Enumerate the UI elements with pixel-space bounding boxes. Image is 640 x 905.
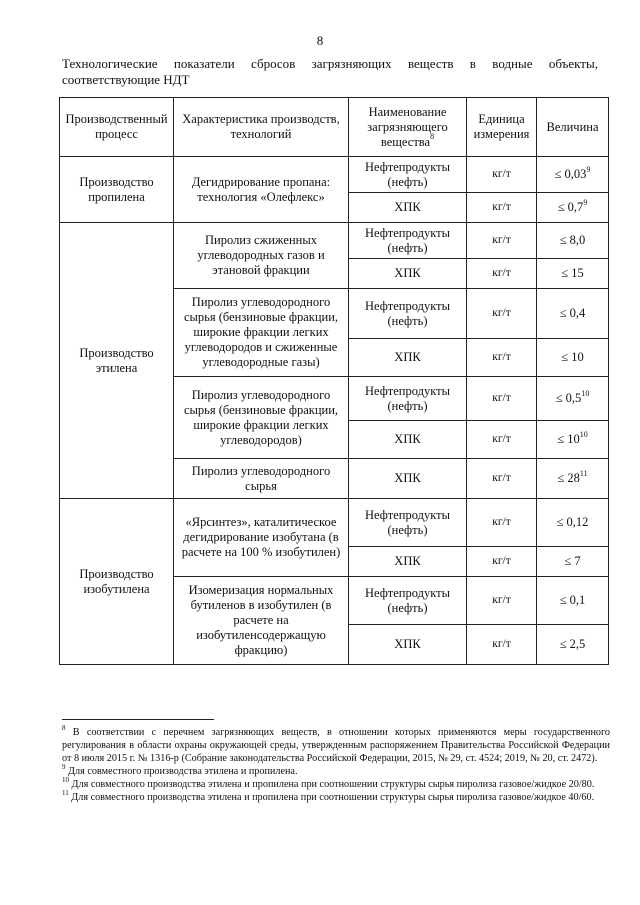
caption-word: в xyxy=(469,56,476,71)
footnote xyxy=(62,762,610,778)
technology-cell: Дегидрирование пропана: технология «Олефлекс» xyxy=(174,157,349,223)
value-text: ≤ 28 xyxy=(557,471,580,485)
footnote xyxy=(62,775,610,791)
caption-word: загрязняющих xyxy=(311,56,392,71)
header-technology: Характеристика производств, технологий xyxy=(174,98,349,157)
unit-cell: кг/т xyxy=(467,193,537,223)
value-text: ≤ 0,4 xyxy=(559,306,586,320)
value-cell xyxy=(537,377,609,421)
table-row xyxy=(60,499,609,547)
unit-cell: кг/т xyxy=(467,625,537,665)
unit-cell: кг/т xyxy=(467,377,537,421)
ndt-discharge-table xyxy=(59,97,609,665)
header-unit: Единица измерения xyxy=(467,98,537,157)
footnote-text: Для совместного производства этилена и пропилена. xyxy=(68,766,298,777)
technology-cell: Пиролиз сжиженных углеводородных газов и этановой фракции xyxy=(174,223,349,289)
footnote-ref: 8 xyxy=(430,132,435,142)
caption-word: показатели xyxy=(173,56,235,71)
unit-cell: кг/т xyxy=(467,289,537,339)
process-cell: Производство этилена xyxy=(60,223,174,499)
value-text: ≤ 10 xyxy=(561,350,584,364)
substance-cell: ХПК xyxy=(349,421,467,459)
process-cell: Производство изобутилена xyxy=(60,499,174,665)
substance-cell: Нефтепродукты (нефть) xyxy=(349,499,467,547)
table-header-row xyxy=(60,98,609,157)
value-text: ≤ 7 xyxy=(564,554,581,568)
technology-cell: Пиролиз углеводородного сырья (бензиновые фракции, широкие фракции легких углеводородов) xyxy=(174,377,349,459)
value-text: ≤ 2,5 xyxy=(559,637,586,651)
value-text: ≤ 0,03 xyxy=(554,167,587,181)
unit-cell: кг/т xyxy=(467,499,537,547)
value-cell xyxy=(537,193,609,223)
footnote-mark: 10 xyxy=(62,775,69,784)
table-body xyxy=(60,157,609,665)
value-cell xyxy=(537,547,609,577)
value-cell xyxy=(537,289,609,339)
table-row xyxy=(60,157,609,193)
footnote-ref: 10 xyxy=(581,388,590,398)
substance-cell: Нефтепродукты (нефть) xyxy=(349,377,467,421)
substance-cell: ХПК xyxy=(349,625,467,665)
value-cell xyxy=(537,259,609,289)
substance-cell: Нефтепродукты (нефть) xyxy=(349,223,467,259)
caption-word: веществ xyxy=(407,56,454,71)
footnote-mark: 8 xyxy=(62,723,66,732)
value-cell xyxy=(537,577,609,625)
footnote-ref: 10 xyxy=(579,429,588,439)
technology-cell: Пиролиз углеводородного сырья xyxy=(174,459,349,499)
technology-cell: Пиролиз углеводородного сырья (бензиновые фракции, широкие фракции легких углеводородов и сжиженные углеводородные газы) xyxy=(174,289,349,377)
caption-line-2: соответствующие НДТ xyxy=(62,72,190,87)
footnote xyxy=(62,788,610,804)
caption-word: водные xyxy=(492,56,533,71)
unit-cell: кг/т xyxy=(467,223,537,259)
header-process: Производственный процесс xyxy=(60,98,174,157)
header-value: Величина xyxy=(537,98,609,157)
substance-cell: ХПК xyxy=(349,339,467,377)
process-cell: Производство пропилена xyxy=(60,157,174,223)
caption-word: объекты, xyxy=(548,56,598,71)
unit-cell: кг/т xyxy=(467,547,537,577)
unit-cell: кг/т xyxy=(467,339,537,377)
footnotes xyxy=(62,723,611,804)
page-number: 8 xyxy=(316,33,324,48)
substance-cell: ХПК xyxy=(349,547,467,577)
value-text: ≤ 0,7 xyxy=(557,200,584,214)
caption-line-1 xyxy=(62,56,598,72)
substance-cell: Нефтепродукты (нефть) xyxy=(349,157,467,193)
value-text: ≤ 15 xyxy=(561,266,584,280)
value-cell xyxy=(537,157,609,193)
table-caption xyxy=(62,56,598,88)
value-cell xyxy=(537,459,609,499)
footnote xyxy=(62,723,611,765)
substance-cell: ХПК xyxy=(349,193,467,223)
unit-cell: кг/т xyxy=(467,577,537,625)
value-text: ≤ 8,0 xyxy=(559,233,586,247)
substance-cell: Нефтепродукты (нефть) xyxy=(349,577,467,625)
footnote-ref: 9 xyxy=(586,164,591,174)
footnote-text: Для совместного производства этилена и пропилена при соотношении структуры сырья пиролиза газовое/жидкое 40/60. xyxy=(71,792,595,803)
footnote-text: В соответствии с перечнем загрязняющих веществ, в отношении которых применяются меры государственного регулирования в области охраны окружающей среды, утвержденным распоряжением Правительства Российской Федерации от 8 июля 2015 г. № 1316-р (Собрание законодательства Российской Федерации, 2015, № 29, ст. 4524; 2019, № 20, ст. 2472). xyxy=(62,727,611,764)
substance-cell: ХПК xyxy=(349,459,467,499)
substance-cell: ХПК xyxy=(349,259,467,289)
substance-cell: Нефтепродукты (нефть) xyxy=(349,289,467,339)
unit-cell: кг/т xyxy=(467,421,537,459)
footnote-text: Для совместного производства этилена и пропилена при соотношении структуры сырья пиролиза газовое/жидкое 20/80. xyxy=(71,779,595,790)
unit-cell: кг/т xyxy=(467,157,537,193)
value-text: ≤ 0,12 xyxy=(556,515,589,529)
unit-cell: кг/т xyxy=(467,459,537,499)
footnote-mark: 9 xyxy=(62,762,66,771)
value-text: ≤ 0,1 xyxy=(559,593,586,607)
footnote-mark: 11 xyxy=(62,788,69,797)
value-text: ≤ 0,5 xyxy=(555,391,582,405)
caption-word: Технологические xyxy=(62,56,158,71)
unit-cell: кг/т xyxy=(467,259,537,289)
value-cell xyxy=(537,625,609,665)
footnote-ref: 9 xyxy=(583,197,588,207)
value-text: ≤ 10 xyxy=(557,432,580,446)
value-cell xyxy=(537,421,609,459)
footnote-ref: 11 xyxy=(579,468,588,478)
footnote-separator xyxy=(62,719,214,720)
table-row xyxy=(60,223,609,259)
value-cell xyxy=(537,339,609,377)
technology-cell: «Ярсинтез», каталитическое дегидрирование изобутана (в расчете на 100 % изобутилен) xyxy=(174,499,349,577)
caption-word: сбросов xyxy=(251,56,296,71)
value-cell xyxy=(537,223,609,259)
header-substance xyxy=(349,98,467,157)
technology-cell: Изомеризация нормальных бутиленов в изобутилен (в расчете на изобутиленсодержащую фракцию) xyxy=(174,577,349,665)
header-substance-label: Наименование загрязняющего вещества xyxy=(367,104,448,149)
value-cell xyxy=(537,499,609,547)
